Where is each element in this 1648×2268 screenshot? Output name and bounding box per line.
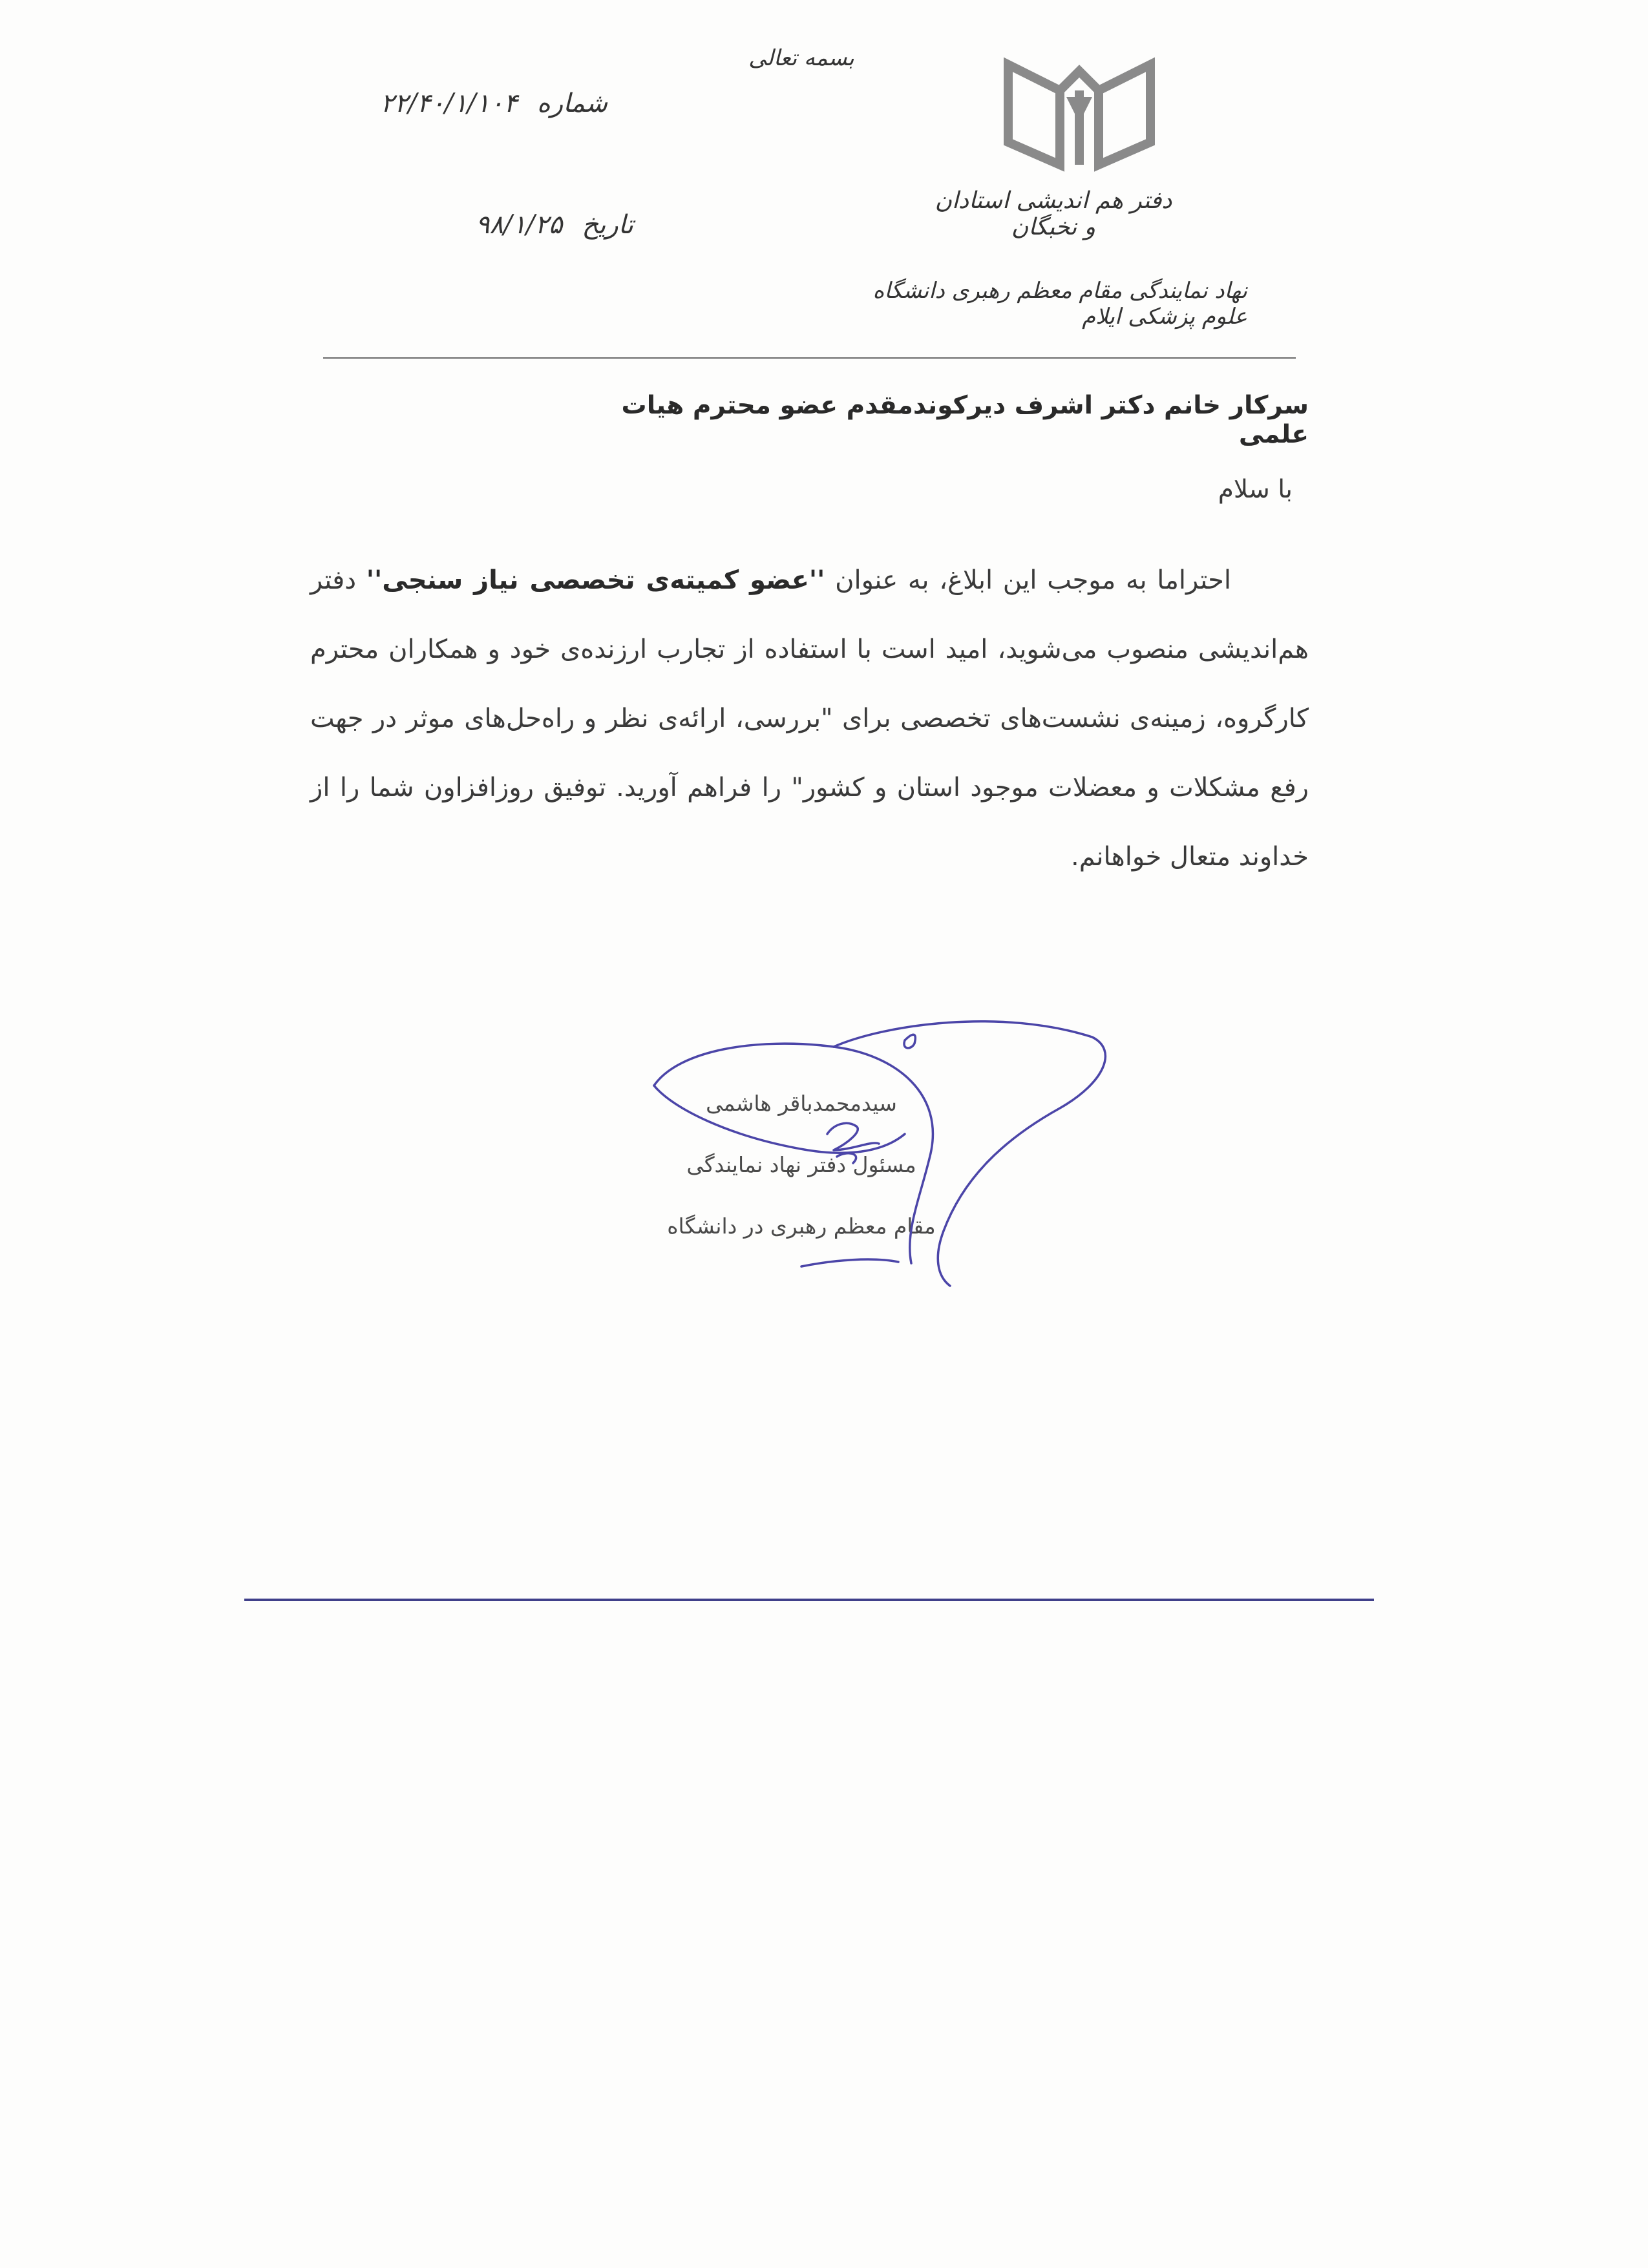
recipient-line: سرکار خانم دکتر اشرف دیرکوندمقدم عضو محترم هیات علمی <box>621 391 1309 449</box>
header-divider <box>323 357 1296 359</box>
letter-number-label: شماره <box>536 89 607 118</box>
letter-date <box>362 205 633 244</box>
bismillah-heading: بسمه تعالی <box>748 45 854 71</box>
body-text-part1: احتراما به موجب این ابلاغ، به عنوان <box>825 565 1231 595</box>
signatory-name: سیدمحمدباقر هاشمی <box>706 1091 897 1116</box>
organization-logo-icon <box>995 52 1163 174</box>
office-name: دفتر هم اندیشی استادان و نخبگان <box>935 187 1172 240</box>
organization-name: نهاد نمایندگی مقام معظم رهبری دانشگاه علوم پزشکی ایلام <box>872 278 1247 330</box>
footer-divider <box>244 1599 1374 1601</box>
body-text-part2: دفتر هم‌اندیشی منصوب می‌شوید، امید است با استفاده از تجارب ارزنده‌ی خود و همکاران محترم کارگروه، زمینه‌ی نشست‌های تخصصی برای "بررسی، ارائه‌ی نظر و راه‌حل‌های موثر در جهت رفع مشکلات و معضلات موجود استان و کشور" را فراهم آورید. توفیق روزافزاون شما را از خداوند متعال خواهانم. <box>310 565 1309 872</box>
letter-date-label: تاریخ <box>582 210 633 240</box>
letter-date-value: ۹۸/۱/۲۵ <box>476 210 563 240</box>
greeting: با سلام <box>1218 475 1293 504</box>
letter-number <box>336 84 607 123</box>
signatory-title-line2: مقام معظم رهبری در دانشگاه <box>667 1213 936 1239</box>
body-highlight-title: ''عضو کمیته‌ی تخصصی نیاز سنجی'' <box>366 565 825 595</box>
handwritten-signature <box>640 1011 1131 1296</box>
letter-number-value: ۲۲/۴۰/۱/۱۰۴ <box>380 89 518 118</box>
letter-body <box>310 546 1309 892</box>
signatory-title-line1: مسئول دفتر نهاد نمایندگی <box>686 1152 916 1177</box>
